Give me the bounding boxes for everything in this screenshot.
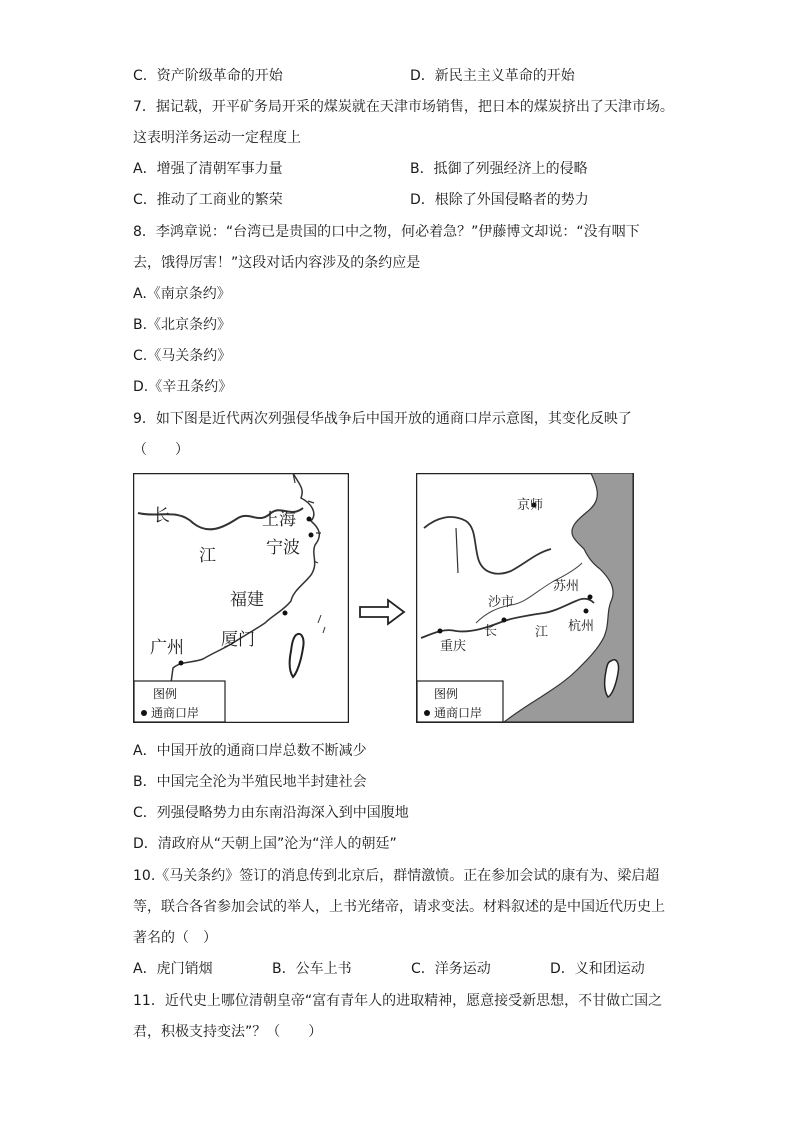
port-dot — [438, 629, 443, 634]
q9-option-d: D．清政府从“天朝上国”沦为“洋人的朝廷” — [133, 836, 397, 852]
q10-stem-line1: 10.《马关条约》签订的消息传到北京后，群情激愤。正在参加会试的康有为、梁启超 — [133, 868, 660, 884]
map1-label: 上海 — [262, 510, 296, 530]
q9-option-c: C．列强侵略势力由东南沿海深入到中国腹地 — [133, 805, 409, 821]
q7-option-a: A．增强了清朝军事力量 — [133, 161, 283, 177]
q8-option-c: C.《马关条约》 — [133, 348, 232, 364]
port-dot — [588, 595, 593, 600]
legend-dot — [141, 710, 147, 716]
map2-label: 杭州 — [568, 619, 595, 634]
map1-label: 宁波 — [266, 538, 300, 558]
q8-option-d: D.《辛丑条约》 — [133, 379, 233, 395]
map2-label: 重庆 — [440, 639, 467, 654]
q7-option-b: B．抵御了列强经济上的侵略 — [410, 161, 588, 177]
port-dot — [584, 609, 589, 614]
q7-stem-line1: 7．据记载，开平矿务局开采的煤炭就在天津市场销售，把日本的煤炭挤出了天津市场。 — [133, 99, 674, 115]
map2-label: 苏州 — [553, 579, 580, 594]
q10-option-d: D．义和团运动 — [550, 961, 645, 977]
map1-label: 江 — [199, 546, 216, 566]
map1-label: 长 — [153, 506, 170, 526]
port-dot — [502, 618, 507, 623]
q10-option-a: A．虎门销烟 — [133, 961, 213, 977]
q6-option-c: C．资产阶级革命的开始 — [133, 68, 283, 84]
q9-stem-line2: （ ） — [133, 442, 189, 458]
port-dot — [179, 661, 184, 666]
q8-option-a: A.《南京条约》 — [133, 286, 231, 302]
q9-option-a: A．中国开放的通商口岸总数不断减少 — [133, 743, 367, 759]
q10-stem-line2: 等，联合各省参加会试的举人，上书光绪帝，请求变法。材料叙述的是中国近代历史上 — [133, 899, 665, 915]
q6-option-d: D．新民主主义革命的开始 — [410, 68, 575, 84]
q7-option-d: D．根除了外国侵略者的势力 — [410, 192, 589, 208]
map1-label: 厦门 — [221, 630, 255, 650]
legend-dot — [424, 710, 430, 716]
port-dot — [283, 611, 288, 616]
q10-option-c: C．洋务运动 — [411, 961, 491, 977]
map2-label: 江 — [535, 625, 549, 640]
map-after — [416, 473, 634, 723]
q7-option-c: C．推动了工商业的繁荣 — [133, 192, 283, 208]
q8-stem-line1: 8．李鸿章说：“台湾已是贵国的口中之物，何必着急？”伊藤博文却说：“没有咽下 — [133, 224, 640, 240]
map2-legend-item: 通商口岸 — [434, 706, 483, 720]
q11-stem-line2: 君，积极支持变法”？（ ） — [133, 1024, 323, 1040]
map2-label: 京师 — [517, 498, 544, 513]
map1-label: 广州 — [150, 638, 184, 658]
port-dot — [307, 517, 312, 522]
map1-legend-title: 图例 — [153, 687, 178, 701]
q9-stem-line1: 9．如下图是近代两次列强侵华战争后中国开放的通商口岸示意图，其变化反映了 — [133, 411, 632, 427]
map2-legend-title: 图例 — [434, 687, 459, 701]
map1-label: 福建 — [230, 590, 264, 610]
q10-option-b: B．公车上书 — [272, 961, 352, 977]
q8-stem-line2: 去，饿得厉害！”这段对话内容涉及的条约应是 — [133, 255, 421, 271]
arrow-icon — [358, 598, 406, 626]
map1-legend-item: 通商口岸 — [151, 706, 200, 720]
map2-label: 沙市 — [488, 595, 515, 610]
q11-stem-line1: 11．近代史上哪位清朝皇帝“富有青年人的进取精神，愿意接受新思想，不甘做亡国之 — [133, 993, 663, 1009]
q10-stem-line3: 著名的（ ） — [133, 930, 217, 946]
q8-option-b: B.《北京条约》 — [133, 317, 232, 333]
q7-stem-line2: 这表明洋务运动一定程度上 — [133, 130, 301, 146]
q9-option-b: B．中国完全沦为半殖民地半封建社会 — [133, 774, 367, 790]
port-dot — [309, 533, 314, 538]
map-before — [133, 473, 349, 723]
map2-label: 长 — [484, 624, 498, 639]
